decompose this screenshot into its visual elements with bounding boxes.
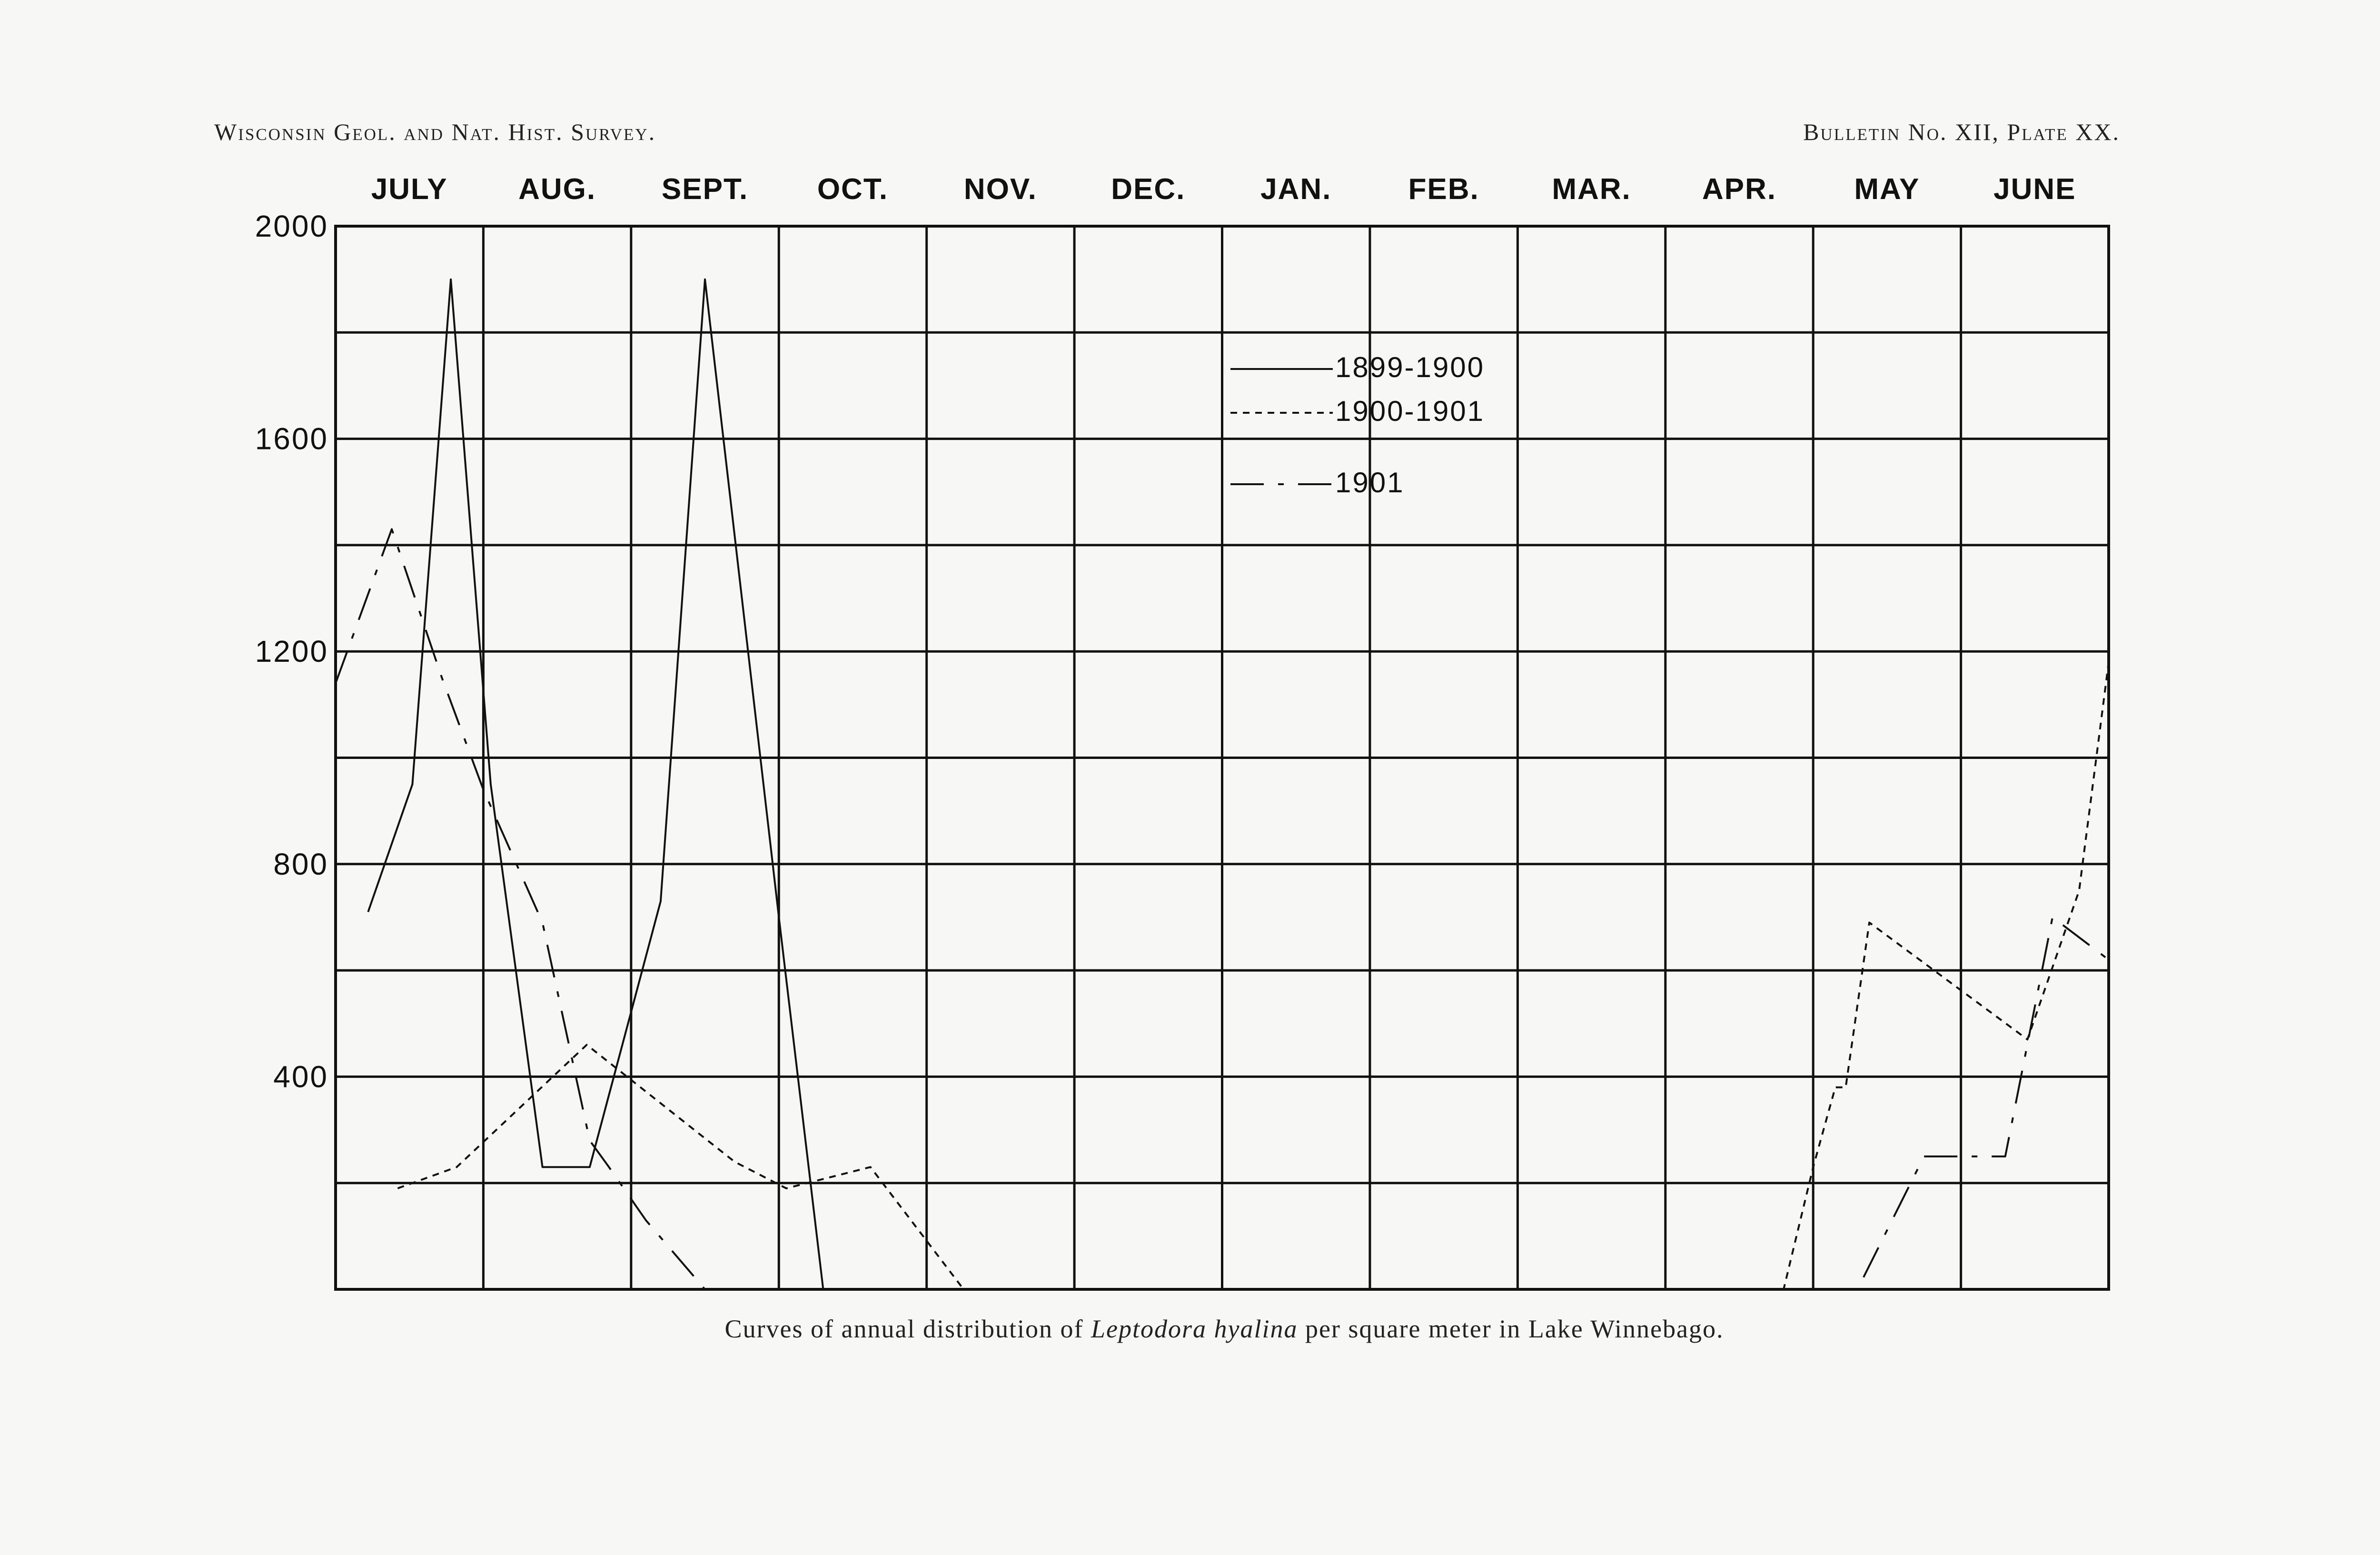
y-tick-label: 400 <box>273 1059 328 1094</box>
month-label: MAR. <box>1552 173 1631 206</box>
month-label: NOV. <box>963 173 1037 206</box>
y-tick-label: 1600 <box>255 421 328 456</box>
month-label: DEC. <box>1111 173 1186 206</box>
header-right: Bulletin No. XII, Plate XX. <box>1803 119 2120 145</box>
y-tick-label: 800 <box>273 847 328 881</box>
month-labels <box>371 173 2076 206</box>
month-label: FEB. <box>1408 173 1479 206</box>
caption-before: Curves of annual distribution of <box>724 1315 1091 1343</box>
month-label: SEPT. <box>661 173 749 206</box>
chart-grid <box>336 226 2109 1289</box>
legend <box>1230 351 1485 498</box>
legend-label: 1900-1901 <box>1335 395 1485 427</box>
month-label: MAY <box>1854 173 1920 206</box>
figure-caption <box>0 1314 2380 1344</box>
month-label: AUG. <box>518 173 596 206</box>
header-left: Wisconsin Geol. and Nat. Hist. Survey. <box>214 119 656 145</box>
month-label: JULY <box>371 173 448 206</box>
month-label: JAN. <box>1260 173 1332 206</box>
legend-label: 1899-1900 <box>1335 351 1485 383</box>
month-label: JUNE <box>1993 173 2076 206</box>
series-line <box>368 279 823 1289</box>
caption-after: per square meter in Lake Winnebago. <box>1298 1315 1724 1343</box>
y-tick-label: 2000 <box>255 209 328 243</box>
y-axis-labels <box>255 209 328 1094</box>
series-line <box>397 662 2109 1290</box>
legend-label: 1901 <box>1335 467 1405 498</box>
caption-species: Leptodora hyalina <box>1091 1315 1298 1343</box>
y-tick-label: 1200 <box>255 634 328 669</box>
month-label: OCT. <box>817 173 889 206</box>
month-label: APR. <box>1702 173 1777 206</box>
